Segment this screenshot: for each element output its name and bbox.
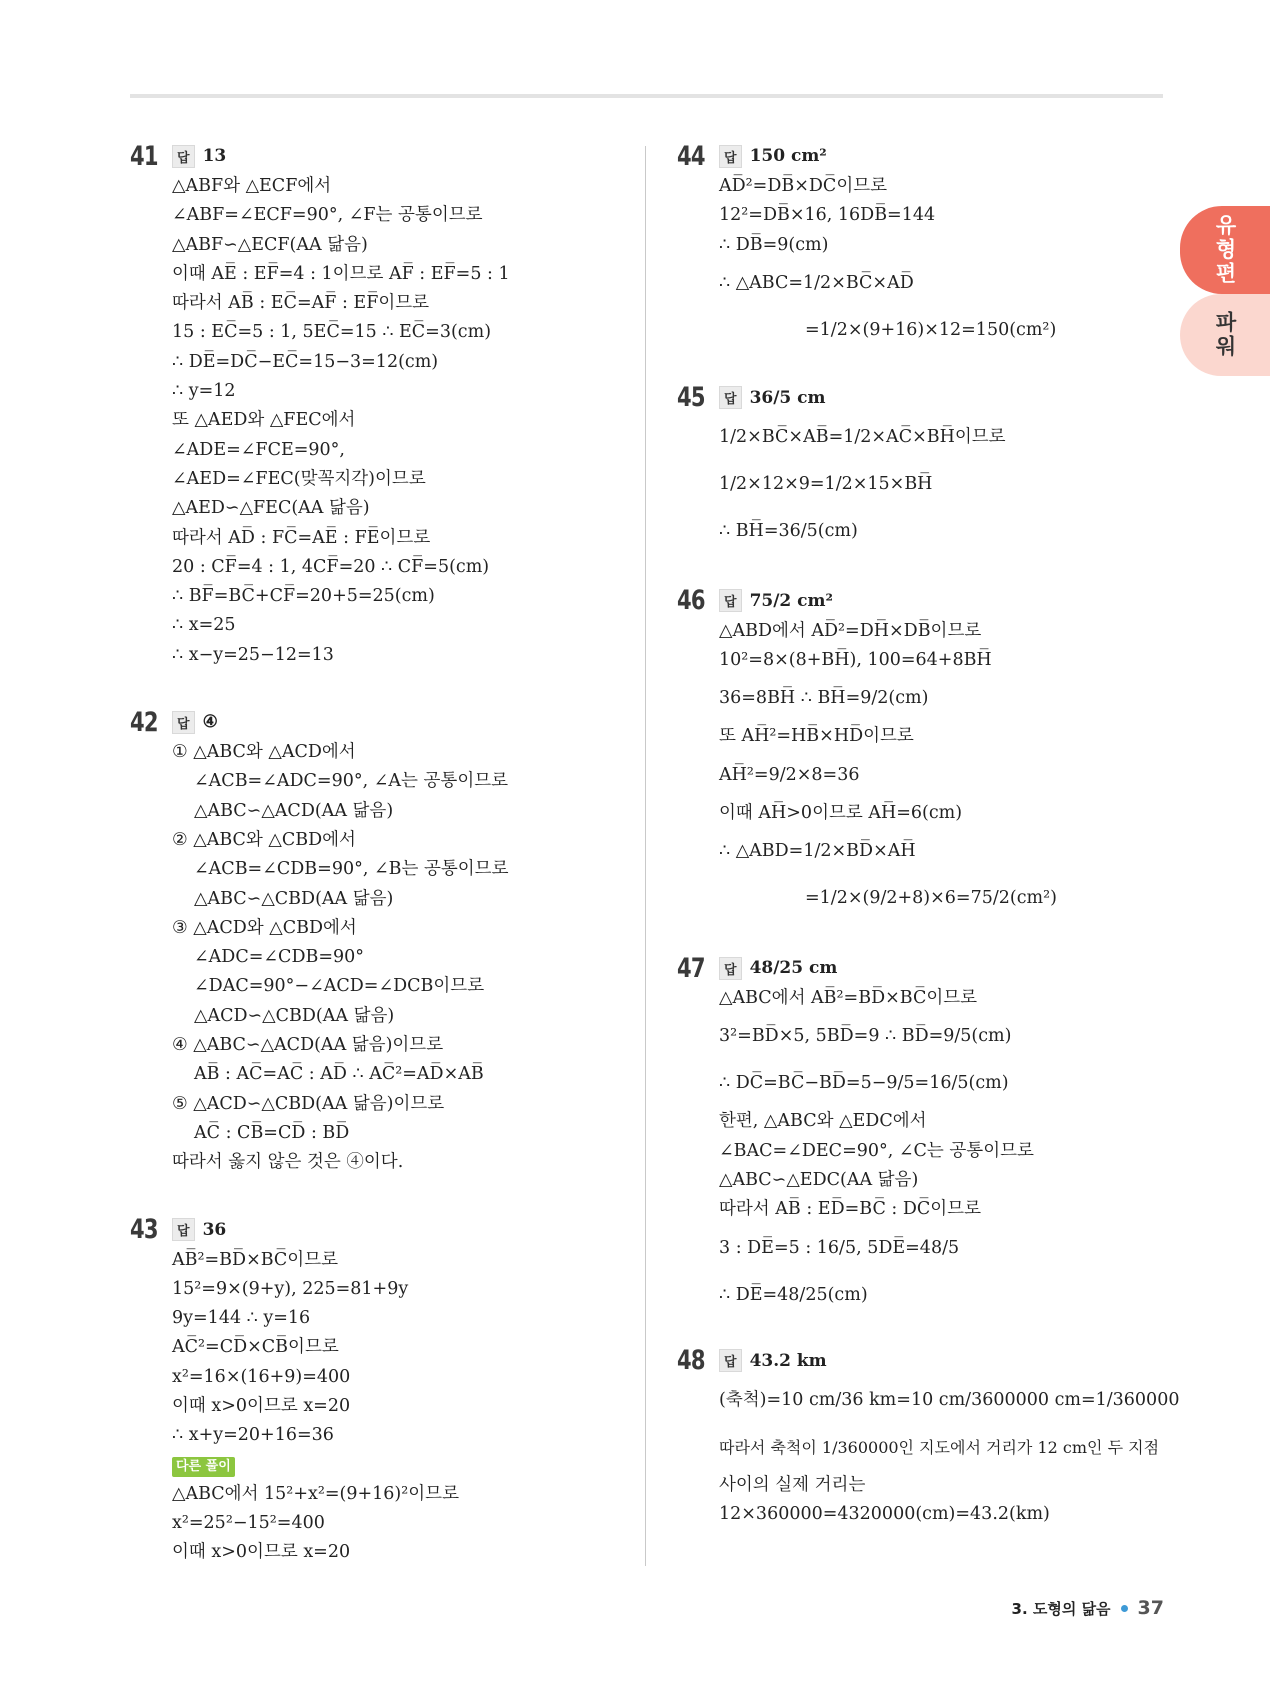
solution-line: △ABC∽△CBD(AA 닮음) — [194, 888, 394, 909]
solution-line: 사이의 실제 거리는 — [719, 1474, 866, 1495]
problem-45 — [677, 382, 1177, 555]
problem-48 — [677, 1345, 1180, 1530]
footer-dot-icon — [1121, 1605, 1128, 1612]
solution-line: 따라서 AB̅ : EC̅=AF̅ : EF̅이므로 — [172, 293, 430, 314]
answer-value: 43.2 km — [749, 1350, 827, 1371]
solution-line: 이때 x>0이므로 x=20 — [172, 1542, 351, 1563]
solution-line: ∴ △ABD=1/2×BD̅×AH̅ — [719, 841, 916, 862]
solution-line: ② △ABC와 △CBD에서 — [172, 829, 356, 850]
solution-line: AC̅²=CD̅×CB̅이므로 — [172, 1337, 339, 1358]
solution-line: ∠DAC=90°−∠ACD=∠DCB이므로 — [194, 976, 485, 997]
solution-line: ∴ DB̅=9(cm) — [719, 234, 829, 255]
solution-line: 한편, △ABC와 △EDC에서 — [719, 1111, 927, 1132]
solution-line: △AED∽△FEC(AA 닮음) — [172, 498, 370, 519]
page-number: 37 — [1137, 1597, 1164, 1619]
answer-value: 36 — [202, 1219, 227, 1240]
solution-line: ∠ADC=∠CDB=90° — [194, 947, 365, 968]
problem-number: 46 — [677, 585, 705, 617]
solution-line: ∴ BH̅=36/5(cm) — [719, 520, 858, 541]
solution-line: ⑤ △ACD∽△CBD(AA 닮음)이므로 — [172, 1093, 445, 1114]
problem-number: 48 — [677, 1345, 705, 1377]
problem-47 — [677, 952, 1177, 1318]
answer-badge: 답 — [719, 1349, 742, 1372]
solution-line: ① △ABC와 △ACD에서 — [172, 742, 356, 763]
solution-line: 따라서 AD̅ : FC̅=AE̅ : FE̅이므로 — [172, 527, 431, 548]
solution-line: ∴ y=12 — [172, 381, 236, 402]
solution-line: △ABF와 △ECF에서 — [172, 176, 332, 196]
problem-number: 42 — [130, 706, 158, 738]
solution-line: 3 : DE̅=5 : 16/5, 5DE̅=48/5 — [719, 1237, 960, 1258]
answer-value: 48/25 cm — [749, 958, 838, 979]
solution-line: 또 △AED와 △FEC에서 — [172, 410, 356, 431]
answer-badge: 답 — [719, 957, 742, 980]
solution-line: △ABF∽△ECF(AA 닮음) — [172, 234, 368, 255]
solution-line: △ACD∽△CBD(AA 닮음) — [194, 1005, 395, 1026]
solution-line: 1/2×BC̅×AB̅=1/2×AC̅×BH̅이므로 — [719, 426, 1006, 447]
solution-line: AD̅²=DB̅×DC̅이므로 — [719, 176, 888, 196]
column-divider — [645, 146, 646, 1566]
solution-line: 12²=DB̅×16, 16DB̅=144 — [719, 205, 936, 226]
solution-line: △ABD에서 AD̅²=DH̅×DB̅이므로 — [719, 620, 982, 641]
problem-41 — [130, 140, 630, 670]
solution-line: △ABC에서 15²+x²=(9+16)²이므로 — [172, 1483, 459, 1504]
problem-number: 41 — [130, 140, 158, 172]
answer-badge: 답 — [719, 145, 742, 168]
answer-value: 36/5 cm — [749, 387, 826, 408]
solution-line: ∠ACB=∠CDB=90°, ∠B는 공통이므로 — [194, 859, 509, 880]
solution-line: ∴ x+y=20+16=36 — [172, 1425, 334, 1446]
problem-number: 47 — [677, 952, 705, 984]
solution-line: 15 : EC̅=5 : 1, 5EC̅=15 ∴ EC̅=3(cm) — [172, 322, 492, 343]
solution-line: ∠BAC=∠DEC=90°, ∠C는 공통이므로 — [719, 1140, 1034, 1161]
tab-type-section[interactable]: 유형편 — [1180, 206, 1270, 294]
solution-line: 20 : CF̅=4 : 1, 4CF̅=20 ∴ CF̅=5(cm) — [172, 556, 490, 577]
problem-44 — [677, 140, 1177, 354]
solution-line: ∴ DE̅=DC̅−EC̅=15−3=12(cm) — [172, 351, 439, 372]
chapter-title: 3. 도형의 닮음 — [1011, 1599, 1111, 1618]
solution-line: ④ △ABC∽△ACD(AA 닮음)이므로 — [172, 1035, 444, 1056]
solution-line: ∴ △ABC=1/2×BC̅×AD̅ — [719, 272, 914, 293]
top-rule — [130, 94, 1163, 98]
solution-line: △ABC∽△ACD(AA 닮음) — [194, 800, 394, 821]
alt-solution-badge: 다른 풀이 — [172, 1457, 235, 1477]
solution-line: 따라서 AB̅ : ED̅=BC̅ : DC̅이므로 — [719, 1199, 981, 1220]
solution-line: △ABC에서 AB̅²=BD̅×BC̅이므로 — [719, 988, 978, 1009]
page-footer — [1012, 1597, 1164, 1619]
tab-power-section[interactable]: 파워 — [1180, 294, 1270, 376]
problem-number: 43 — [130, 1214, 158, 1245]
answer-badge: 답 — [172, 1218, 195, 1241]
right-column — [677, 140, 1180, 1529]
answer-value: 13 — [202, 146, 227, 166]
solution-line: ∴ x=25 — [172, 615, 236, 636]
solution-line: =1/2×(9+16)×12=150(cm²) — [805, 319, 1057, 340]
solution-line: ∠ACB=∠ADC=90°, ∠A는 공통이므로 — [194, 771, 509, 792]
solution-line: AC̅ : CB̅=CD̅ : BD̅ — [194, 1122, 350, 1143]
solution-line: 따라서 옳지 않은 것은 ④이다. — [172, 1152, 404, 1173]
solution-line: x²=25²−15²=400 — [172, 1513, 325, 1534]
solution-line: (축척)=10 cm/36 km=10 cm/3600000 cm=1/360000 — [719, 1389, 1180, 1410]
problem-42 — [130, 706, 630, 1177]
solution-line: x²=16×(16+9)=400 — [172, 1366, 351, 1387]
solution-line: ③ △ACD와 △CBD에서 — [172, 917, 357, 938]
solution-line: 15²=9×(9+y), 225=81+9y — [172, 1278, 409, 1299]
solution-line: 9y=144 ∴ y=16 — [172, 1308, 311, 1329]
problem-43 — [130, 1214, 630, 1568]
answer-badge: 답 — [172, 711, 195, 734]
solution-line: AB̅ : AC̅=AC̅ : AD̅ ∴ AC̅²=AD̅×AB̅ — [194, 1064, 484, 1085]
solution-line: 따라서 축척이 1/360000인 지도에서 거리가 12 cm인 두 지점 — [719, 1437, 1160, 1457]
solution-line: ∠ADE=∠FCE=90°, — [172, 439, 345, 460]
solution-line: ∴ x−y=25−12=13 — [172, 644, 334, 665]
problem-46 — [677, 585, 1177, 922]
solution-line: ∴ DC̅=BC̅−BD̅=5−9/5=16/5(cm) — [719, 1073, 1009, 1094]
answer-badge: 답 — [719, 589, 742, 612]
solution-line: 이때 AH̅>0이므로 AH̅=6(cm) — [719, 802, 963, 823]
solution-line: =1/2×(9/2+8)×6=75/2(cm²) — [805, 888, 1057, 909]
solution-line: AB̅²=BD̅×BC̅이므로 — [172, 1249, 339, 1270]
answer-badge: 답 — [172, 145, 195, 168]
solution-line: 또 AH̅²=HB̅×HD̅이므로 — [719, 726, 914, 747]
problem-number: 44 — [677, 140, 705, 172]
solution-line: ∴ DE̅=48/25(cm) — [719, 1284, 868, 1305]
problem-number: 45 — [677, 382, 705, 414]
solution-line: ∠ABF=∠ECF=90°, ∠F는 공통이므로 — [172, 205, 483, 226]
solution-line: △ABC∽△EDC(AA 닮음) — [719, 1169, 919, 1190]
solution-line: 1/2×12×9=1/2×15×BH̅ — [719, 473, 933, 494]
solution-line: 3²=BD̅×5, 5BD̅=9 ∴ BD̅=9/5(cm) — [719, 1026, 1012, 1047]
solution-line: ∠AED=∠FEC(맞꼭지각)이므로 — [172, 468, 426, 489]
solution-line: 이때 AE̅ : EF̅=4 : 1이므로 AF̅ : EF̅=5 : 1 — [172, 263, 510, 284]
solution-line: 36=8BH̅ ∴ BH̅=9/2(cm) — [719, 688, 929, 709]
solution-line: 10²=8×(8+BH̅), 100=64+8BH̅ — [719, 650, 992, 671]
solution-line: AH̅²=9/2×8=36 — [719, 764, 860, 785]
answer-value: 75/2 cm² — [749, 590, 833, 611]
answer-value: ④ — [202, 712, 218, 733]
solution-line: ∴ BF̅=BC̅+CF̅=20+5=25(cm) — [172, 586, 435, 607]
answer-badge: 답 — [719, 386, 742, 409]
left-column — [130, 140, 630, 1568]
solution-line: 12×360000=4320000(cm)=43.2(km) — [719, 1503, 1050, 1524]
solution-line: 이때 x>0이므로 x=20 — [172, 1395, 351, 1416]
answer-value: 150 cm² — [749, 146, 827, 166]
